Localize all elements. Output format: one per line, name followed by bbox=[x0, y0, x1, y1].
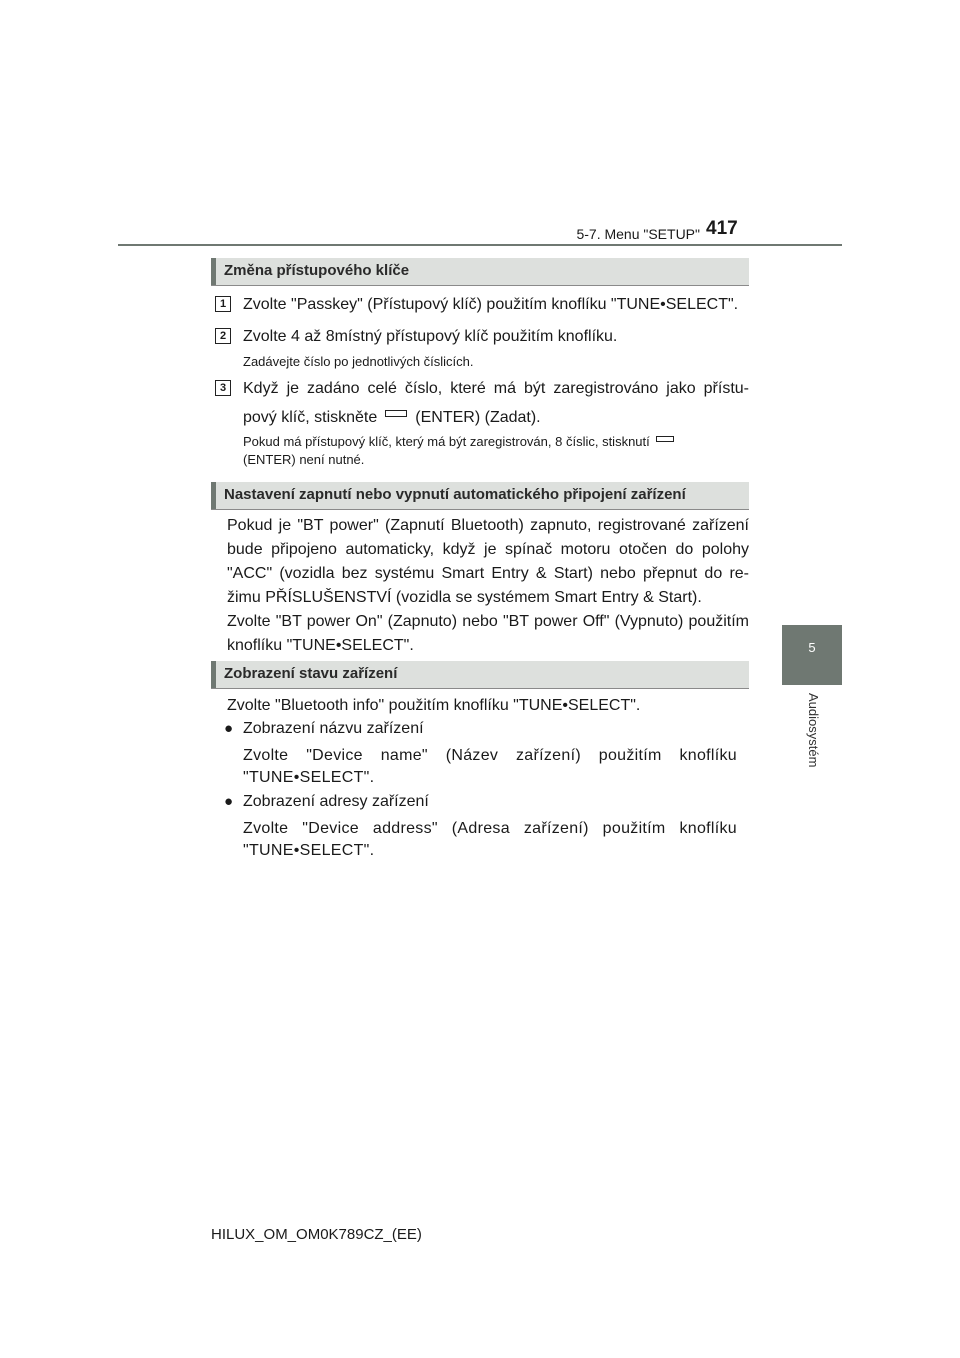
step-3-note-line2: (ENTER) není nutné. bbox=[243, 452, 365, 467]
bt-power-instruction-line2: knoflíku "TUNE•SELECT". bbox=[227, 637, 414, 654]
section-heading-text: Změna přístupového klíče bbox=[224, 262, 410, 279]
page-number: 417 bbox=[706, 218, 738, 239]
step-2-text: Zvolte 4 až 8místný přístupový klíč použitím knoflíku. bbox=[243, 328, 618, 345]
step-2-note: Zadávejte číslo po jednotlivých číslicích. bbox=[243, 354, 474, 369]
section-heading-passkey bbox=[211, 258, 749, 286]
bluetooth-info-instruction: Zvolte "Bluetooth info" použitím knoflíku "TUNE•SELECT". bbox=[227, 697, 641, 714]
step-3-note-text: Pokud má přístupový klíč, který má být zaregistrován, 8 číslic, stisknutí bbox=[243, 434, 650, 449]
device-name-heading: Zobrazení názvu zařízení bbox=[243, 720, 424, 737]
chapter-label: Audiosystém bbox=[806, 693, 821, 768]
device-name-text-line2: "TUNE•SELECT". bbox=[243, 769, 375, 786]
step-3-text-line2 bbox=[243, 408, 749, 428]
enter-button-icon bbox=[656, 436, 674, 442]
header-section-title: 5-7. Menu "SETUP" bbox=[576, 226, 700, 242]
device-name-text-line1: Zvolte "Device name" (Název zařízení) použitím knoflíku bbox=[243, 747, 737, 764]
device-address-text-line2: "TUNE•SELECT". bbox=[243, 842, 375, 859]
step-1-text: Zvolte "Passkey" (Přístupový klíč) použitím knoflíku "TUNE•SELECT". bbox=[243, 296, 739, 313]
header-divider bbox=[118, 244, 842, 246]
step-number-1: 1 bbox=[215, 296, 231, 312]
bullet-icon: ● bbox=[224, 793, 234, 810]
device-address-text-line1: Zvolte "Device address" (Adresa zařízení) použitím knoflíku bbox=[243, 820, 737, 837]
auto-connect-paragraph-line4: žimu PŘÍSLUŠENSTVÍ (vozidla se systémem Smart Entry & Start). bbox=[227, 589, 702, 606]
chapter-number: 5 bbox=[808, 640, 816, 655]
section-heading-text: Nastavení zapnutí nebo vypnutí automatického připojení zařízení bbox=[224, 486, 686, 503]
auto-connect-paragraph-line2: bude připojeno automaticky, když je spínač motoru otočen do polohy bbox=[227, 541, 749, 558]
step-3-text-line1: Když je zadáno celé číslo, které má být zaregistrováno jako přístu- bbox=[243, 380, 749, 397]
document-code-footer: HILUX_OM_OM0K789CZ_(EE) bbox=[211, 1226, 422, 1243]
step-3-text-pre: pový klíč, stiskněte bbox=[243, 409, 378, 426]
section-heading-device-status bbox=[211, 661, 749, 689]
bt-power-instruction-line1: Zvolte "BT power On" (Zapnuto) nebo "BT power Off" (Vypnuto) použitím bbox=[227, 613, 749, 630]
step-3-note-line1 bbox=[243, 434, 749, 450]
step-number-3: 3 bbox=[215, 380, 231, 396]
auto-connect-paragraph-line3: "ACC" (vozidla bez systému Smart Entry & Start) nebo přepnut do re- bbox=[227, 565, 749, 582]
enter-button-icon bbox=[385, 410, 407, 417]
device-address-heading: Zobrazení adresy zařízení bbox=[243, 793, 429, 810]
section-heading-auto-connect bbox=[211, 482, 749, 510]
chapter-tab bbox=[782, 625, 842, 685]
step-number-2: 2 bbox=[215, 328, 231, 344]
bullet-icon: ● bbox=[224, 720, 234, 737]
section-heading-text: Zobrazení stavu zařízení bbox=[224, 665, 398, 682]
auto-connect-paragraph-line1: Pokud je "BT power" (Zapnutí Bluetooth) zapnuto, registrované zařízení bbox=[227, 517, 749, 534]
step-3-text-post: (ENTER) (Zadat). bbox=[415, 409, 541, 426]
